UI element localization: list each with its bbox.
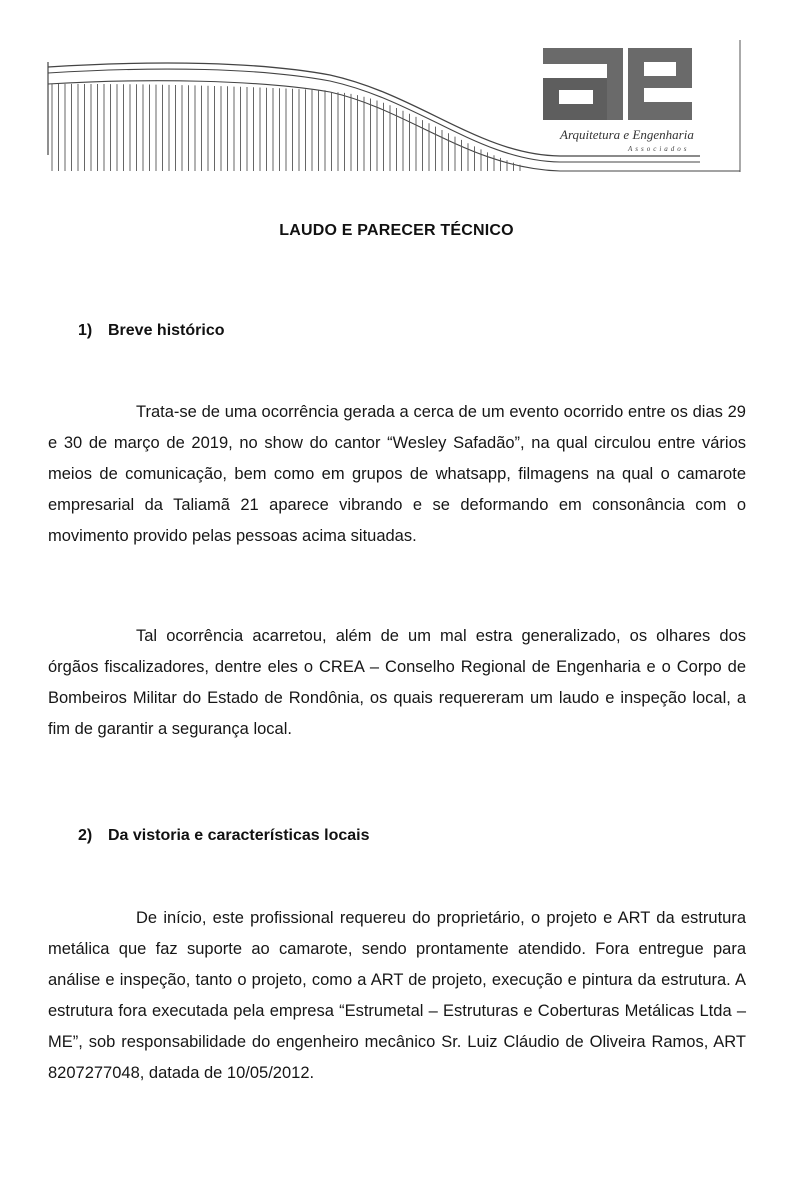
section-heading-1 [78, 322, 224, 340]
letterhead-graphic [0, 0, 793, 190]
ae-logo [543, 48, 692, 120]
section-title: Da vistoria e características locais [108, 827, 370, 844]
section-number: 2) [78, 827, 93, 844]
logo-tagline: Arquitetura e Engenharia [560, 127, 694, 142]
paragraph: Tal ocorrência acarretou, além de um mal estra generalizado, os olhares dos órgãos fiscalizadores, dentre eles o CREA – Conselho Regional de Engenharia e o Corpo de Bombeiros Militar do Estado de Rondônia, os quais requereram um laudo e inspeção local, a fim de garantir a segurança local. [48, 627, 746, 738]
letterhead [0, 0, 793, 190]
hatch-lines [52, 84, 520, 171]
document-title: LAUDO E PARECER TÉCNICO [279, 222, 514, 239]
section-heading-2 [78, 827, 370, 845]
section-number: 1) [78, 322, 93, 339]
paragraph: Trata-se de uma ocorrência gerada a cerca de um evento ocorrido entre os dias 29 e 30 de março de 2019, no show do cantor “Wesley Safadão”, na qual circulou entre vários meios de comunicação, bem como em grupos de whatsapp, filmagens na qual o camarote empresarial da Taliamã 21 aparece vibrando e se deformando em consonância com o movimento provido pelas pessoas acima situadas. [48, 403, 746, 545]
paragraph: De início, este profissional requereu do proprietário, o projeto e ART da estrutura metálica que faz suporte ao camarote, sendo prontamente atendido. Fora entregue para análise e inspeção, tanto o projeto, como a ART de projeto, execução e pintura da estrutura. A estrutura fora executada pela empresa “Estrumetal – Estruturas e Coberturas Metálicas Ltda – ME”, sob responsabilidade do engenheiro mecânico Sr. Luiz Cláudio de Oliveira Ramos, ART 8207277048, datada de 10/05/2012. [48, 909, 746, 1082]
logo-subtagline: Associados [628, 145, 690, 153]
section-title: Breve histórico [108, 322, 225, 339]
